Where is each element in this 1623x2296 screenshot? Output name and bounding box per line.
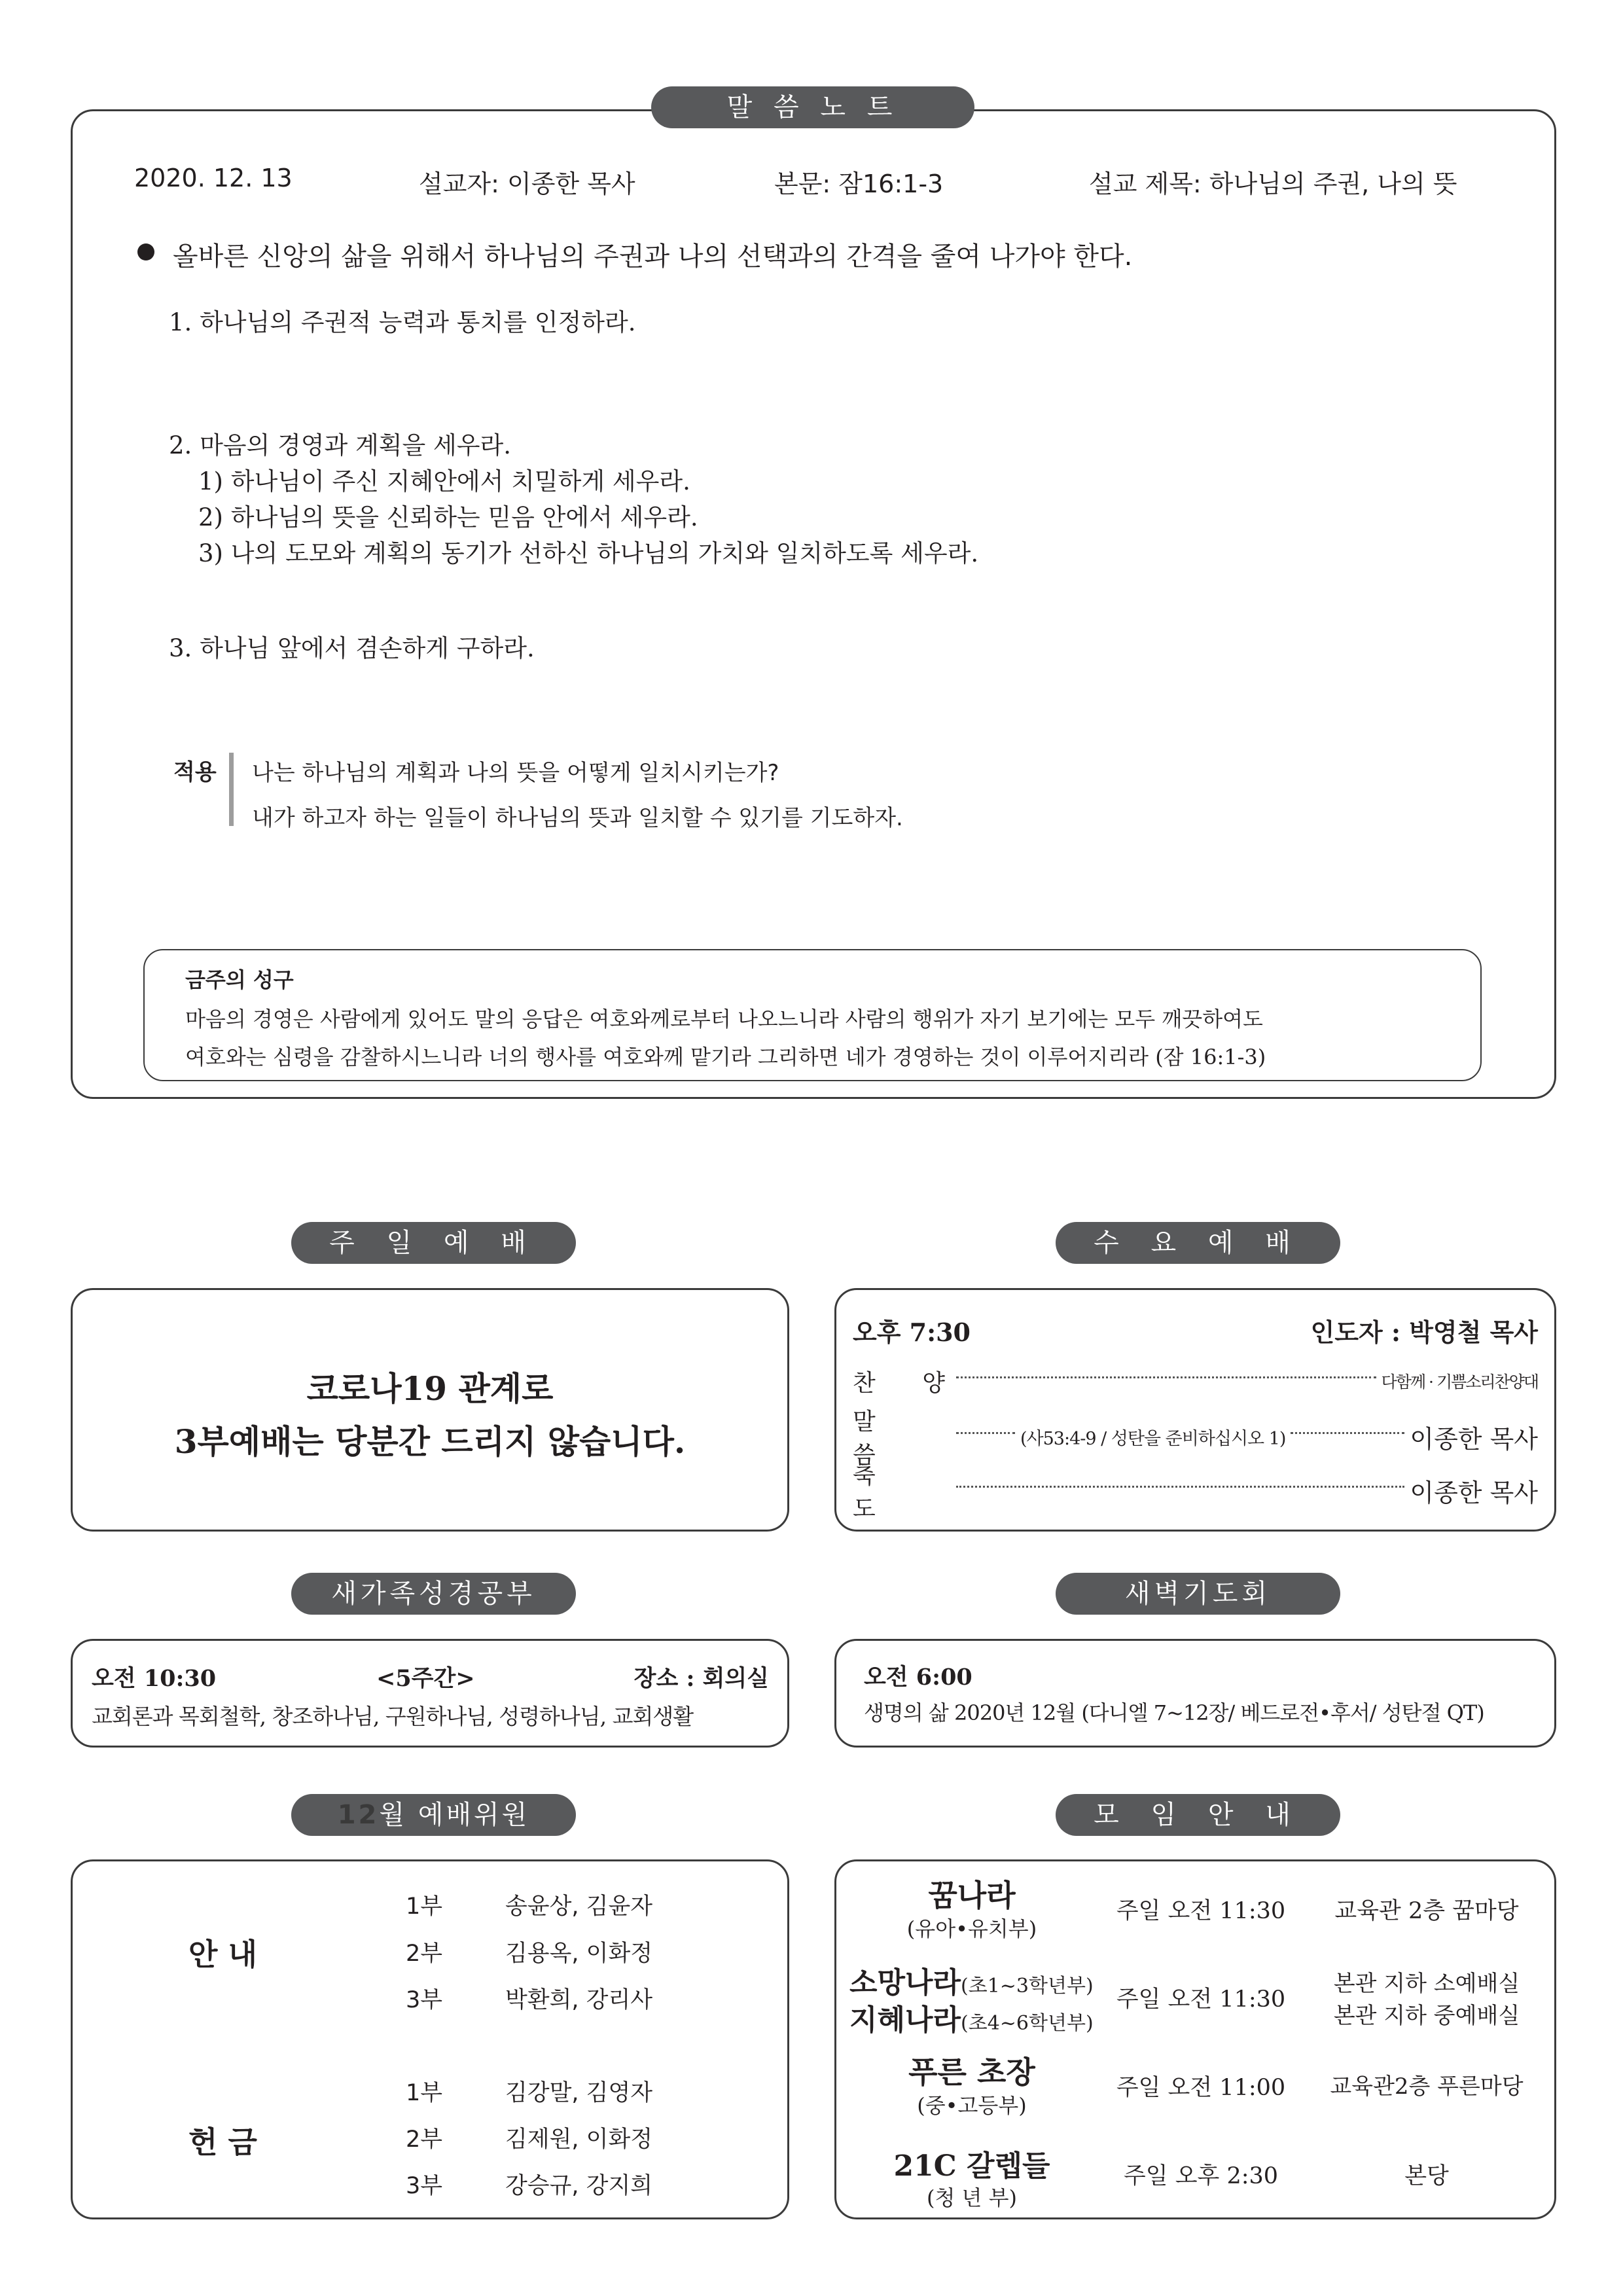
wednesday-praise-row <box>853 1365 1538 1397</box>
wednesday-blessing-row <box>853 1462 1538 1522</box>
meeting-hope-place: 본관 지하 소예배실 <box>1333 1971 1520 1997</box>
usher-2-part: 2부 <box>406 1941 443 1967</box>
offering-1-part: 1부 <box>406 2080 443 2106</box>
family-study-title: 새가족성경공부 <box>291 1573 576 1615</box>
hope-sub: (초1~3학년부) <box>961 1975 1094 1998</box>
dawn-prayer-desc: 생명의 삶 2020년 12월 (다니엘 7~12장/ 베드로전•후서/ 성탄절 QT) <box>864 1700 1484 1725</box>
blessing-speaker: 이종한 목사 <box>1410 1478 1538 1507</box>
wednesday-time: 오후 7:30 <box>853 1318 971 1347</box>
family-study-weeks: <5주간> <box>376 1665 475 1692</box>
hope-name: 소망나라 <box>849 1966 961 2000</box>
apply-question: 나는 하나님의 계획과 나의 뜻을 어떻게 일치시키는가? <box>252 760 779 786</box>
meeting-dream-place: 교육관 2층 꿈마당 <box>1334 1898 1519 1924</box>
usher-3-part: 3부 <box>406 1987 443 2013</box>
sunday-notice-line-1: 코로나19 관계로 <box>306 1369 554 1408</box>
sermon-notes-title: 말 씀 노 트 <box>651 86 974 128</box>
meeting-wisdom-place: 본관 지하 중예배실 <box>1333 2003 1520 2029</box>
usher-2-names: 김용옥, 이화정 <box>505 1941 653 1967</box>
wednesday-word-row <box>853 1408 1538 1469</box>
apply-action: 내가 하고자 하는 일들이 하나님의 뜻과 일치할 수 있기를 기도하자. <box>252 805 903 831</box>
meetings-title: 모 임 안 내 <box>1056 1794 1340 1836</box>
wednesday-leader: 인도자 : 박영철 목사 <box>1310 1318 1538 1347</box>
word-speaker: 이종한 목사 <box>1410 1424 1538 1454</box>
apply-label: 적용 <box>173 759 217 785</box>
family-study-topics: 교회론과 목회철학, 창조하나님, 구원하나님, 성령하나님, 교회생활 <box>92 1704 694 1729</box>
praise-label: 찬 양 <box>853 1369 965 1397</box>
meeting-dream-sub: (유아•유치부) <box>906 1916 1037 1941</box>
offering-label: 헌 금 <box>188 2125 257 2160</box>
meeting-dream-time: 주일 오전 11:30 <box>1116 1898 1286 1924</box>
point-2-sub-3: 3) 나의 도모와 계획의 동기가 선하신 하나님의 가치와 일치하도록 세우라. <box>198 539 979 567</box>
bullet-icon <box>137 243 154 260</box>
dawn-prayer-title: 새벽기도회 <box>1056 1573 1340 1615</box>
meeting-wisdom-name <box>849 1996 1094 2038</box>
point-2-sub-1: 1) 하나님이 주신 지혜안에서 치밀하게 세우라. <box>198 467 690 495</box>
weekly-verse-line-2: 여호와는 심령을 감찰하시느니라 너의 행사를 여호와께 맡기라 그리하면 네가 경영하는 것이 이루어지리라 (잠 16:1-3) <box>185 1045 1266 1069</box>
offering-2-part: 2부 <box>406 2126 443 2153</box>
main-point: 올바른 신앙의 삶을 위해서 하나님의 주권과 나의 선택과의 간격을 줄여 나가야 한다. <box>173 242 1133 272</box>
committee-title <box>291 1794 576 1836</box>
weekly-verse-line-1: 마음의 경영은 사람에게 있어도 말의 응답은 여호와께로부터 나오느니라 사람의 행위가 자기 보기에는 모두 깨끗하여도 <box>185 1007 1263 1031</box>
point-1: 1. 하나님의 주권적 능력과 통치를 인정하라. <box>169 308 636 336</box>
sermon-scripture: 본문: 잠16:1-3 <box>774 170 944 198</box>
blessing-label: 축 도 <box>853 1462 895 1522</box>
sunday-worship-title: 주 일 예 배 <box>291 1222 576 1264</box>
committee-month: 12 <box>337 1800 380 1830</box>
meeting-hope-name <box>849 1959 1094 2001</box>
word-reference: (사53:4-9 / 성탄을 준비하십시오 1) <box>1020 1428 1286 1449</box>
sermon-preacher: 설교자: 이종한 목사 <box>419 170 635 198</box>
usher-3-names: 박환희, 강리사 <box>505 1987 653 2013</box>
dot-leader <box>956 1486 1404 1488</box>
meeting-galilee-sub: (청 년 부) <box>926 2185 1018 2210</box>
usher-1-part: 1부 <box>406 1893 443 1920</box>
offering-3-names: 강승규, 강지희 <box>505 2173 653 2199</box>
word-label: 말 씀 <box>853 1408 895 1469</box>
dawn-prayer-box <box>834 1639 1556 1748</box>
meeting-hope-time: 주일 오전 11:30 <box>1116 1986 1286 2013</box>
usher-label: 안 내 <box>188 1937 257 1972</box>
point-2-sub-2: 2) 하나님의 뜻을 신뢰하는 믿음 안에서 세우라. <box>198 503 698 531</box>
meeting-dream-name: 꿈나라 <box>928 1878 1016 1913</box>
meeting-green-name: 푸른 초장 <box>908 2054 1035 2090</box>
meeting-green-time: 주일 오전 11:00 <box>1116 2075 1286 2101</box>
sermon-date: 2020. 12. 13 <box>134 164 293 192</box>
dot-leader <box>956 1432 1015 1434</box>
family-study-box <box>71 1639 789 1748</box>
meeting-galilee-name: 21C 갈렙들 <box>893 2149 1050 2183</box>
sunday-notice-line-2: 3부예배는 당분간 드리지 않습니다. <box>174 1422 686 1461</box>
offering-2-names: 김제원, 이화정 <box>505 2126 653 2153</box>
weekly-verse-title: 금주의 성구 <box>185 967 294 992</box>
family-study-place: 장소 : 회의실 <box>633 1665 769 1692</box>
family-study-time: 오전 10:30 <box>92 1665 217 1692</box>
dawn-prayer-time: 오전 6:00 <box>864 1664 972 1691</box>
sermon-title: 설교 제목: 하나님의 주권, 나의 뜻 <box>1089 170 1457 198</box>
apply-divider <box>229 753 234 826</box>
usher-1-names: 송윤상, 김윤자 <box>505 1893 653 1920</box>
point-3: 3. 하나님 앞에서 겸손하게 구하라. <box>169 634 535 662</box>
meeting-green-place: 교육관2층 푸른마당 <box>1330 2073 1524 2100</box>
wisdom-name: 지혜나라 <box>849 2003 961 2037</box>
meeting-galilee-time: 주일 오후 2:30 <box>1123 2163 1279 2189</box>
offering-3-part: 3부 <box>406 2173 443 2199</box>
point-2: 2. 마음의 경영과 계획을 세우라. <box>169 431 512 459</box>
wednesday-worship-title: 수 요 예 배 <box>1056 1222 1340 1264</box>
meeting-green-sub: (중•고등부) <box>917 2093 1027 2118</box>
sunday-worship-box <box>71 1288 789 1532</box>
wisdom-sub: (초4~6학년부) <box>961 2012 1094 2035</box>
offering-1-names: 김강말, 김영자 <box>505 2080 653 2106</box>
committee-title-text: 월 예배위원 <box>379 1800 530 1830</box>
praise-value: 다함께 · 기쁨소리찬양대 <box>1381 1372 1538 1391</box>
dot-leader <box>1291 1432 1404 1434</box>
dot-leader <box>956 1376 1376 1378</box>
meeting-galilee-place: 본당 <box>1404 2163 1449 2189</box>
